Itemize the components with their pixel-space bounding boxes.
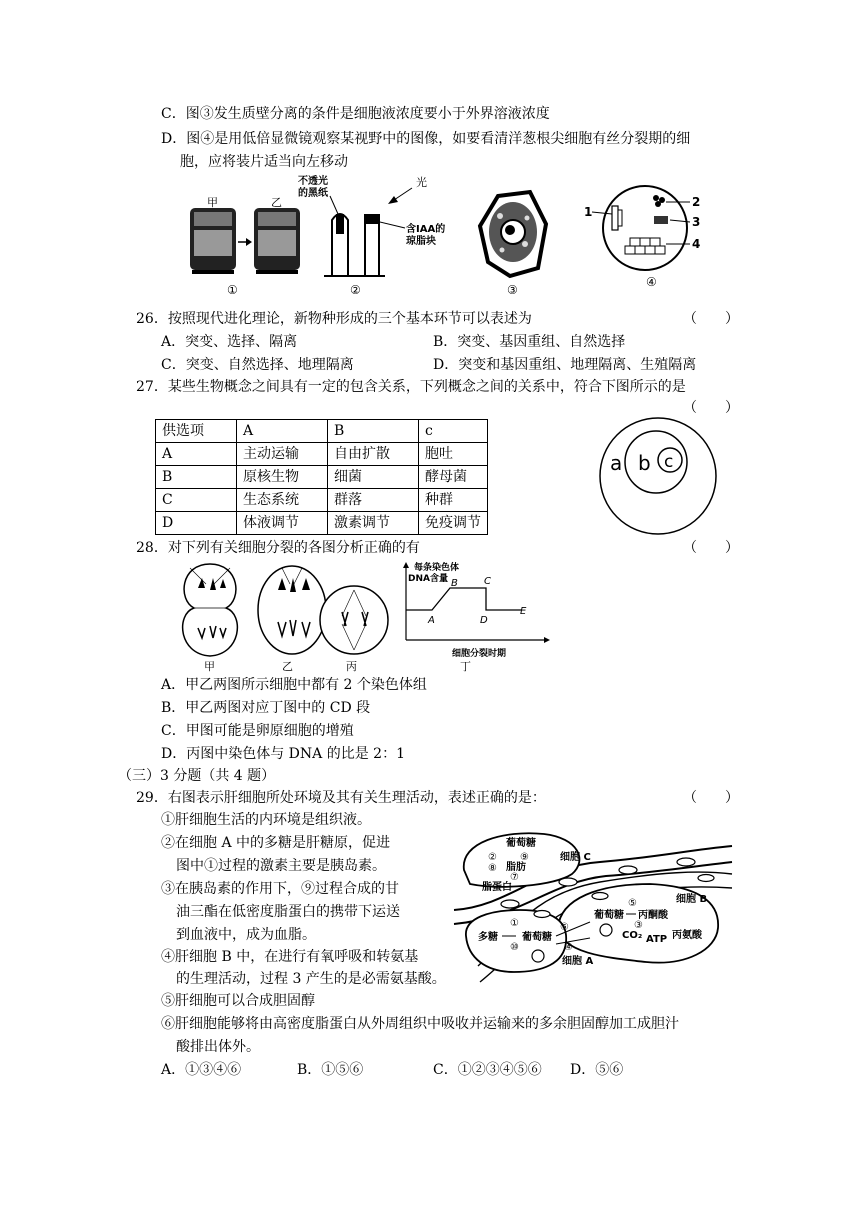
table-row [156, 466, 488, 489]
q26-option-c: C．突变、自然选择、地理隔离 [161, 357, 354, 373]
seedling-covered [332, 214, 348, 276]
q28-option-a: A．甲乙两图所示细胞中都有 2 个染色体组 [161, 677, 427, 693]
field-label-1: 1 [584, 205, 593, 219]
table-cell: 酵母菌 [419, 466, 488, 489]
table-cell: 胞吐 [419, 443, 488, 466]
label-jia: 甲 [207, 196, 218, 209]
label-ding: 丁 [460, 660, 471, 672]
table-row [156, 512, 488, 535]
figure-num-4: ④ [646, 275, 657, 289]
table-cell: 自由扩散 [328, 443, 419, 466]
arrow-icon [238, 238, 252, 246]
ding-xlabel: 细胞分裂时期 [452, 649, 507, 659]
q27-answer-blank: （ ） [683, 400, 739, 416]
num-4: ④ [564, 942, 573, 953]
q29-stem: 29．右图表示肝细胞所处环境及其有关生理活动，表述正确的是： [136, 790, 546, 806]
cell-a-polysaccharide: 多糖 [478, 932, 498, 943]
num-5: ⑤ [628, 898, 637, 909]
num-3: ③ [634, 920, 643, 931]
table-cell: 群落 [328, 489, 419, 512]
cell-b-atp: ATP [646, 934, 668, 945]
q29-option-a: A．①③④⑥ [161, 1062, 242, 1078]
beaker-jia [190, 208, 236, 274]
cell-b-label: 细胞 B [676, 894, 708, 905]
table-cell: 激素调节 [328, 512, 419, 535]
seedling-agar [364, 214, 380, 276]
cell-b-co2: CO₂ [622, 930, 643, 941]
table-header: B [328, 420, 419, 443]
circle-label-b: b [638, 451, 651, 475]
table-row [156, 443, 488, 466]
q28-stem: 28．对下列有关细胞分裂的各图分析正确的有 [136, 540, 420, 556]
iaa-label: 含IAA的 [406, 224, 446, 235]
table-cell: 种群 [419, 489, 488, 512]
q28-option-d: D．丙图中染色体与 DNA 的比是 2：1 [161, 746, 405, 762]
table-cell: C [156, 489, 237, 512]
q28-answer-blank: （ ） [683, 540, 739, 556]
cell-jia [183, 564, 238, 656]
table-header: A [237, 420, 328, 443]
field-label-3: 3 [692, 215, 701, 229]
table-cell: 免疫调节 [419, 512, 488, 535]
cell-b-pyruvate: 丙酮酸 [638, 910, 668, 921]
label-yi: 乙 [282, 660, 293, 672]
ding-ylabel: 每条染色体 [414, 563, 460, 573]
q26-answer-blank: （ ） [683, 311, 739, 327]
table-cell: B [156, 466, 237, 489]
cell-c-glucose: 葡萄糖 [506, 838, 536, 849]
q29-statement-4: ④肝细胞 B 中，在进行有氧呼吸和转氨基 [161, 949, 419, 965]
table-header-row [156, 420, 488, 443]
light-label: 光 [416, 176, 427, 189]
q25-figure [180, 172, 740, 294]
num-6: ⑥ [560, 922, 569, 933]
microscope-field [603, 186, 687, 270]
ding-point-e: E [520, 606, 527, 617]
circle-label-c: c [664, 452, 674, 472]
q29-option-c: C．①②③④⑤⑥ [433, 1062, 542, 1078]
num-1: ① [510, 918, 519, 929]
cell-a-glucose: 葡萄糖 [522, 932, 552, 943]
q25-option-d: D．图④是用低倍显微镜观察某视野中的图像，如要看清洋葱根尖细胞有丝分裂期的细 [161, 131, 691, 147]
q27-options-table [155, 419, 488, 535]
q26-option-d: D．突变和基因重组、地理隔离、生殖隔离 [433, 357, 697, 373]
cell-c-label: 细胞 C [560, 852, 591, 863]
label-jia: 甲 [204, 660, 215, 672]
ding-point-b: B [451, 578, 458, 589]
cell-b-alanine: 丙氨酸 [672, 930, 702, 941]
q29-option-b: B．①⑤⑥ [297, 1062, 364, 1078]
q29-statement-2-cont: 图中①过程的激素主要是胰岛素。 [176, 858, 386, 874]
q29-statement-3: ③在胰岛素的作用下，⑨过程合成的甘 [161, 881, 399, 897]
q27-nested-circles [596, 414, 720, 538]
table-header: c [419, 420, 488, 443]
table-cell: D [156, 512, 237, 535]
ding-ylabel-2: DNA含量 [408, 574, 448, 584]
q25-option-c: C．图③发生质壁分离的条件是细胞液浓度要小于外界溶液浓度 [161, 106, 550, 122]
circle-a [600, 418, 716, 534]
table-cell: 细菌 [328, 466, 419, 489]
table-header: 供选项 [156, 420, 237, 443]
iaa-label-2: 琼脂块 [406, 236, 436, 247]
q29-statement-6: ⑥肝细胞能够将由高密度脂蛋白从外周组织中吸收并运输来的多余胆固醇加工成胆汁 [161, 1016, 679, 1032]
q29-statement-3-cont2: 到血液中，成为血脂。 [176, 927, 316, 943]
q29-answer-blank: （ ） [683, 790, 739, 806]
figure-num-3: ③ [507, 283, 518, 294]
q28-figure [170, 560, 550, 672]
num-10: ⑩ [510, 942, 519, 953]
q29-statement-1: ①肝细胞生活的内环境是组织液。 [161, 812, 371, 828]
circle-label-a: a [610, 451, 623, 475]
cell-b-glucose: 葡萄糖 [594, 910, 624, 921]
cell-c-lipoprotein: 脂蛋白 [482, 882, 512, 893]
table-cell: 原核生物 [237, 466, 328, 489]
q28-option-b: B．甲乙两图对应丁图中的 CD 段 [161, 700, 371, 716]
field-label-2: 2 [692, 195, 701, 209]
label-bing: 丙 [346, 660, 357, 672]
q29-statement-5: ⑤肝细胞可以合成胆固醇 [161, 993, 315, 1009]
q29-option-d: D．⑤⑥ [570, 1062, 624, 1078]
opaque-paper-label: 不透光 [298, 176, 328, 187]
q29-statement-2: ②在细胞 A 中的多糖是肝糖原，促进 [161, 835, 391, 851]
q26-option-a: A．突变、选择、隔离 [161, 334, 298, 350]
ding-point-d: D [480, 615, 488, 626]
q26-option-b: B．突变、基因重组、自然选择 [433, 334, 626, 350]
q29-liver-cell-figure [450, 826, 734, 986]
table-cell: 生态系统 [237, 489, 328, 512]
beaker-yi [254, 208, 300, 274]
q26-stem: 26．按照现代进化理论，新物种形成的三个基本环节可以表述为 [136, 311, 532, 327]
field-label-4: 4 [692, 237, 701, 251]
num-7: ⑦ [510, 872, 519, 883]
q29-statement-3-cont: 油三酯在低密度脂蛋白的携带下运送 [176, 904, 400, 920]
table-cell: A [156, 443, 237, 466]
cell-a-label: 细胞 A [562, 956, 594, 967]
section-heading: （三）3 分题（共 4 题） [118, 768, 276, 784]
cell-c-fat: 脂肪 [506, 862, 526, 873]
figure-num-1: ① [227, 283, 238, 294]
table-row [156, 489, 488, 512]
q27-stem: 27．某些生物概念之间具有一定的包含关系，下列概念之间的关系中，符合下图所示的是 [136, 379, 686, 395]
label-yi: 乙 [271, 196, 282, 209]
opaque-paper-label-2: 的黑纸 [298, 188, 328, 199]
q29-statement-4-cont: 的生理活动，过程 3 产生的是必需氨基酸。 [176, 971, 446, 987]
ding-point-a: A [428, 615, 435, 626]
num-2: ② [488, 852, 497, 863]
light-arrow-icon [388, 196, 398, 204]
ding-point-c: C [484, 576, 491, 587]
table-cell: 主动运输 [237, 443, 328, 466]
num-8: ⑧ [488, 863, 497, 874]
cell-yi [258, 566, 326, 654]
figure-num-2: ② [350, 283, 361, 294]
num-9: ⑨ [520, 852, 529, 863]
table-cell: 体液调节 [237, 512, 328, 535]
q28-option-c: C．甲图可能是卵原细胞的增殖 [161, 723, 354, 739]
q29-statement-6-cont: 酸排出体外。 [176, 1039, 260, 1055]
cell-bing [320, 586, 388, 654]
plant-cell [480, 192, 546, 276]
q25-option-d-cont: 胞，应将装片适当向左移动 [180, 154, 348, 170]
